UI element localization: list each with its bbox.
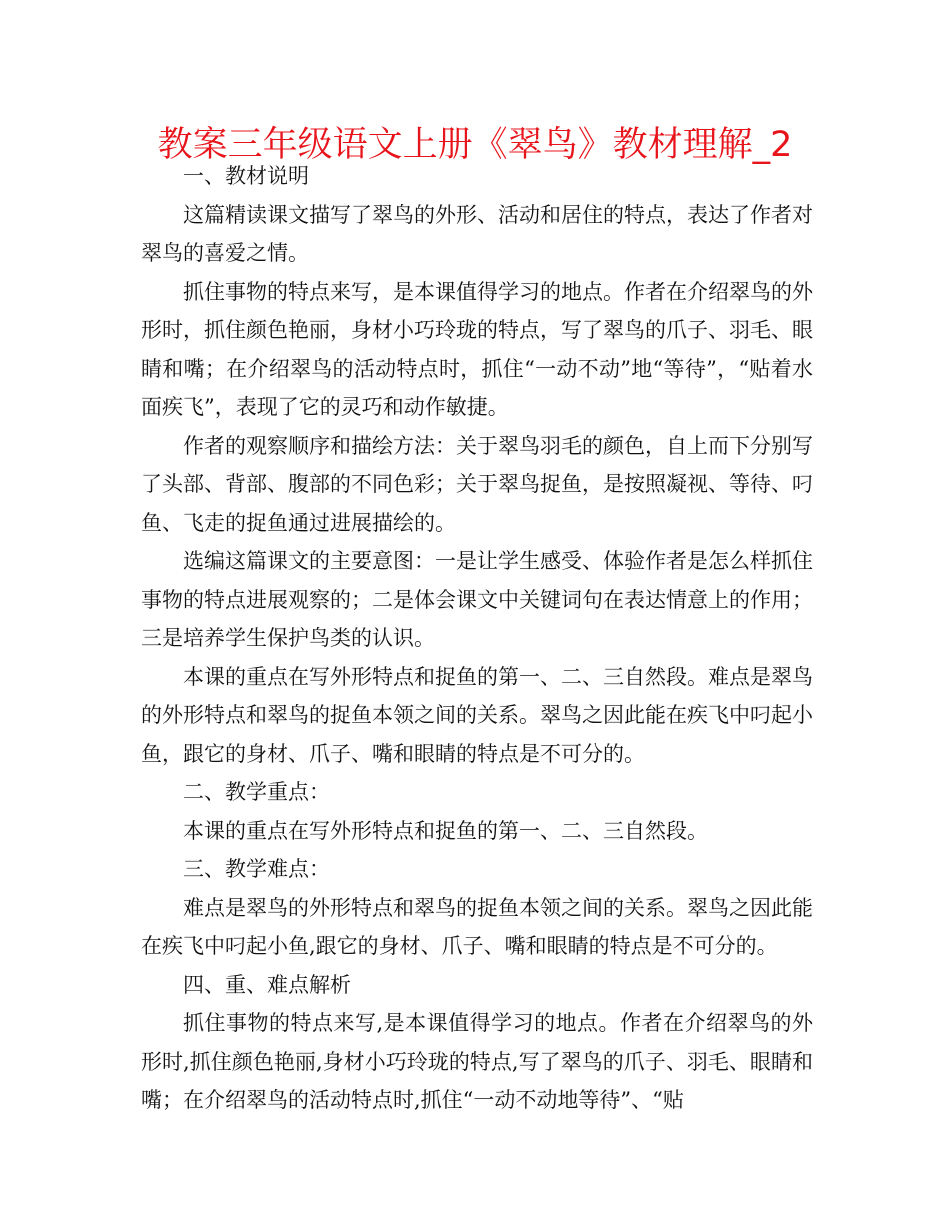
- section-heading-1: 一、教材说明: [183, 164, 309, 188]
- section-heading-2: 二、教学重点：: [183, 780, 330, 804]
- paragraph: 抓住事物的特点来写,是本课值得学习的地点。作者在介绍翠鸟的外形时,抓住颜色艳丽,身材小巧玲珑的特点,写了翠鸟的爪子、羽毛、眼睛和嘴；在介绍翠鸟的活动特点时,抓住“一动不动地等待”、“贴: [141, 1011, 813, 1112]
- document-body: [141, 157, 813, 1120]
- paragraph: 作者的观察顺序和描绘方法：关于翠鸟羽毛的颜色，自上而下分别写了头部、背部、腹部的不同色彩；关于翠鸟捉鱼，是按照凝视、等待、叼鱼、飞走的捉鱼通过进展描绘的。: [141, 433, 813, 535]
- paragraph: 本课的重点在写外形特点和捉鱼的第一、二、三自然段。难点是翠鸟的外形特点和翠鸟的捉鱼本领之间的关系。翠鸟之因此能在疾飞中叼起小鱼，跟它的身材、爪子、嘴和眼睛的特点是不可分的。: [141, 664, 813, 766]
- paragraph: 抓住事物的特点来写，是本课值得学习的地点。作者在介绍翠鸟的外形时，抓住颜色艳丽，身材小巧玲珑的特点，写了翠鸟的爪子、羽毛、眼睛和嘴；在介绍翠鸟的活动特点时，抓住“一动不动”地“等待”，“贴着水面疾飞”，表现了它的灵巧和动作敏捷。: [141, 279, 813, 419]
- document-title: 教案三年级语文上册《翠鸟》教材理解_2: [157, 125, 793, 165]
- paragraph: 这篇精读课文描写了翠鸟的外形、活动和居住的特点，表达了作者对翠鸟的喜爱之情。: [141, 202, 813, 265]
- paragraph: 选编这篇课文的主要意图：一是让学生感受、体验作者是怎么样抓住事物的特点进展观察的；二是体会课文中关键词句在表达情意上的作用；三是培养学生保护鸟类的认识。: [141, 549, 813, 650]
- paragraph: 本课的重点在写外形特点和捉鱼的第一、二、三自然段。: [183, 818, 708, 843]
- paragraph: 难点是翠鸟的外形特点和翠鸟的捉鱼本领之间的关系。翠鸟之因此能在疾飞中叼起小鱼,跟它的身材、爪子、嘴和眼睛的特点是不可分的。: [141, 895, 813, 958]
- section-heading-3: 三、教学难点：: [183, 857, 330, 881]
- section-heading-4: 四、重、难点解析: [183, 972, 351, 997]
